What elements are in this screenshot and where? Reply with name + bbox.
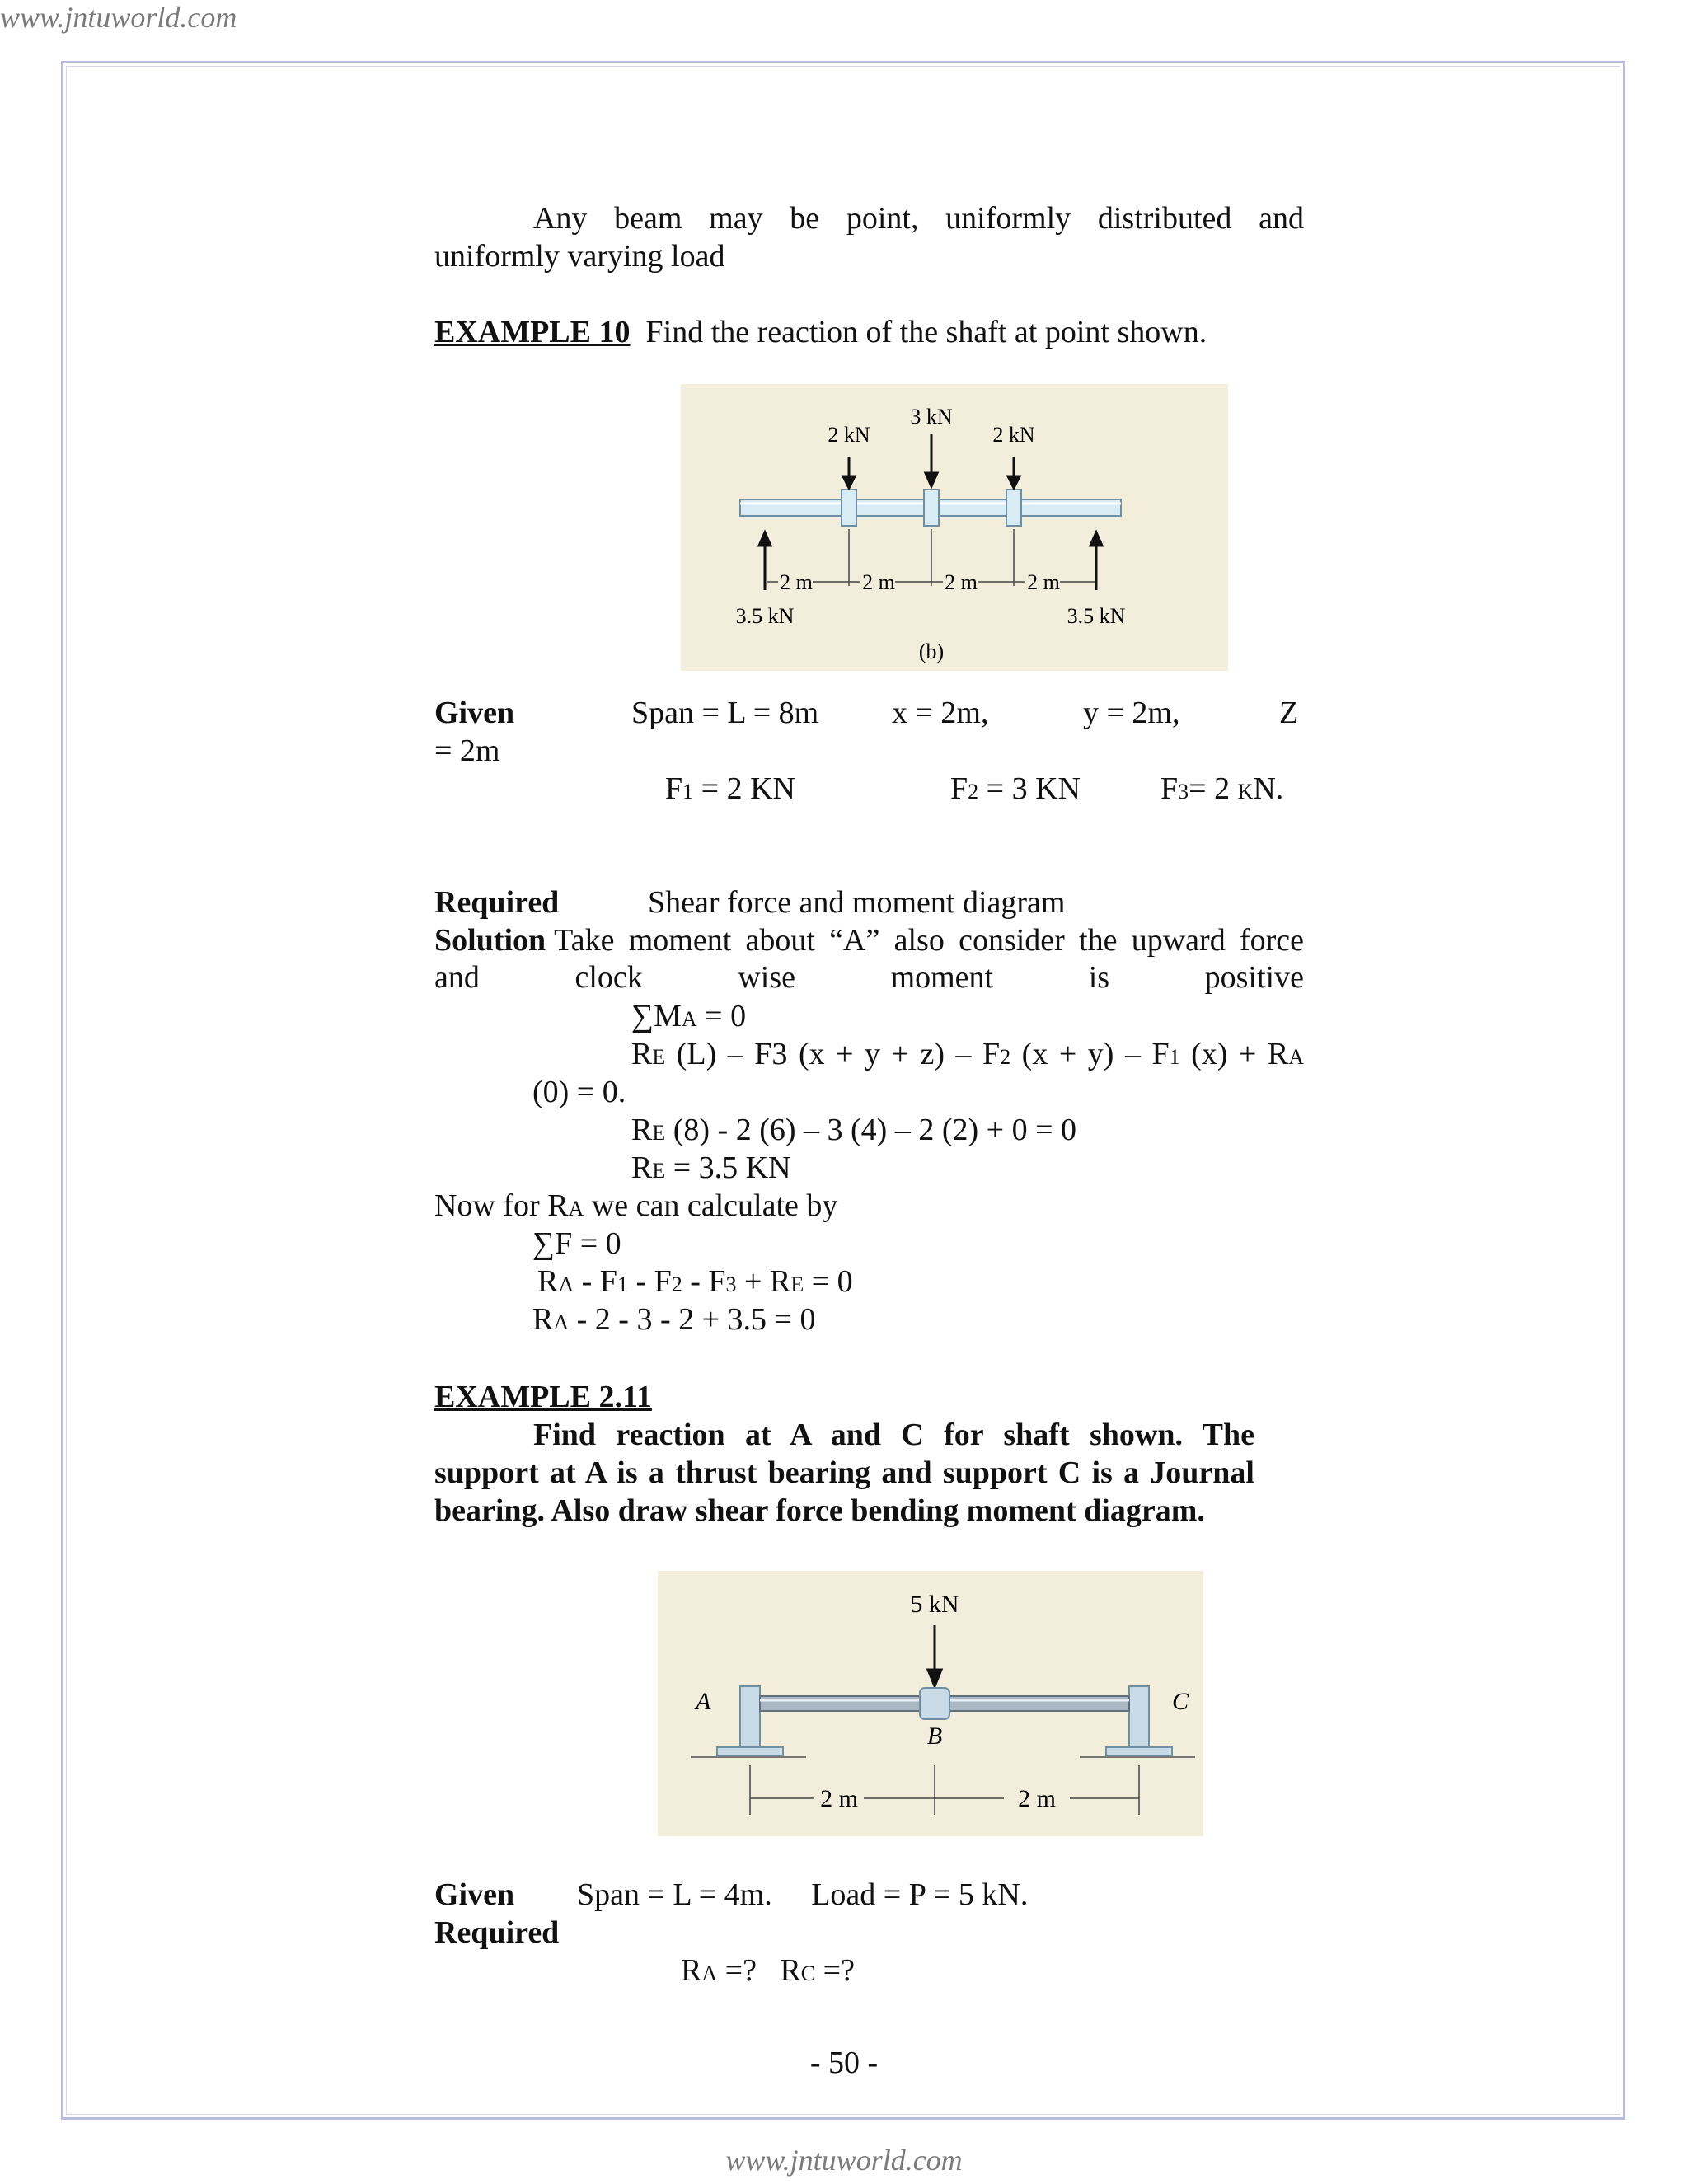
given-x: x = 2m, <box>892 696 989 730</box>
given-y: y = 2m, <box>1083 696 1180 730</box>
bearing-c <box>1129 1686 1149 1747</box>
collar-b <box>920 1688 950 1719</box>
collar-2 <box>924 490 939 526</box>
collar-3 <box>1006 490 1021 526</box>
spacing-label-2: 2 m <box>862 570 895 594</box>
point-c-label: C <box>1172 1688 1189 1715</box>
eq-force-values: RA - 2 - 3 - 2 + 3.5 = 0 <box>532 1302 816 1337</box>
point-a-label: A <box>696 1688 711 1715</box>
spacing-bc-label: 2 m <box>1018 1785 1056 1812</box>
given-label-211: Given <box>434 1877 515 1912</box>
required-label: Required <box>434 885 560 920</box>
beam-figure-example10 <box>681 384 1228 671</box>
eq-moment-values: RE (8) - 2 (6) – 3 (4) – 2 (2) + 0 = 0 <box>631 1113 1076 1147</box>
figure-caption: (b) <box>918 640 945 663</box>
eq-sum-forces: ∑F = 0 <box>532 1226 621 1261</box>
spacing-label-1: 2 m <box>780 570 813 594</box>
eq-moment-expression: RE (L) – F3 (x + y + z) – F2 (x + y) – F1 (x) + RA <box>631 1037 1304 1071</box>
point-b-label: B <box>926 1722 943 1750</box>
given-span: Span = L = 8m <box>631 696 819 730</box>
example211-question: Find reaction at A and C for shaft shown. The support at A is a thrust bearing and support C is a Journal bearing. Also draw shear force bending moment diagram. <box>434 1418 1254 1528</box>
given-z: Z <box>1279 696 1299 730</box>
bearing-a <box>740 1686 760 1747</box>
watermark-top: www.jntuworld.com <box>0 1 237 34</box>
example10-heading <box>434 313 1207 351</box>
required-text: Shear force and moment diagram <box>648 885 1066 920</box>
intro-line-1: Any beam may be point, uniformly distributed and <box>533 201 1304 236</box>
example211-label: EXAMPLE 2.11 <box>434 1380 652 1414</box>
spacing-label-3: 2 m <box>945 570 978 594</box>
load-label-1: 2 kN <box>828 423 870 447</box>
given-label: Given <box>434 696 515 730</box>
solution-line-1 <box>434 921 1304 959</box>
spacing-ab-label: 2 m <box>820 1785 858 1812</box>
watermark-bottom: www.jntuworld.com <box>725 2144 963 2177</box>
required-text-211: RA =? RC =? <box>681 1953 855 1988</box>
collar-1 <box>842 490 856 526</box>
intro-line-2: uniformly varying load <box>434 239 725 274</box>
given-text-211: Span = L = 4m. Load = P = 5 kN. <box>577 1877 1029 1912</box>
force-f2: F2 = 3 KN <box>950 771 1081 806</box>
load-label-2: 3 kN <box>910 405 953 429</box>
solution-line-2: and clock wise moment is positive <box>434 960 1304 995</box>
spacing-label-4: 2 m <box>1027 570 1060 594</box>
solution-label: Solution <box>434 923 546 958</box>
shaft-figure-example211 <box>658 1571 1203 1836</box>
eq-re-result: RE = 3.5 KN <box>631 1151 791 1185</box>
page-number: - 50 - <box>809 2046 879 2080</box>
load-label-3: 2 kN <box>992 423 1035 447</box>
reaction-label-left: 3.5 kN <box>735 604 795 628</box>
example10-question: Find the reaction of the shaft at point shown. <box>645 315 1207 349</box>
force-f1: F1 = 2 KN <box>665 771 795 806</box>
force-f3: F3= 2 KN. <box>1160 771 1284 806</box>
required-label-211: Required <box>434 1915 560 1950</box>
example10-label: EXAMPLE 10 <box>434 315 631 349</box>
reaction-label-right: 3.5 kN <box>1067 604 1126 628</box>
eq-force-balance: RA - F1 - F2 - F3 + RE = 0 <box>537 1264 853 1299</box>
load-label: 5 kN <box>910 1591 959 1618</box>
eq-sum-moments: ∑MA = 0 <box>631 999 747 1033</box>
given-z-value: = 2m <box>434 733 500 768</box>
now-for-ra-line: Now for RA we can calculate by <box>434 1188 838 1223</box>
solution-text: Take moment about “A” also consider the upward force <box>554 923 1304 958</box>
eq-moment-wrap: (0) = 0. <box>532 1075 626 1109</box>
